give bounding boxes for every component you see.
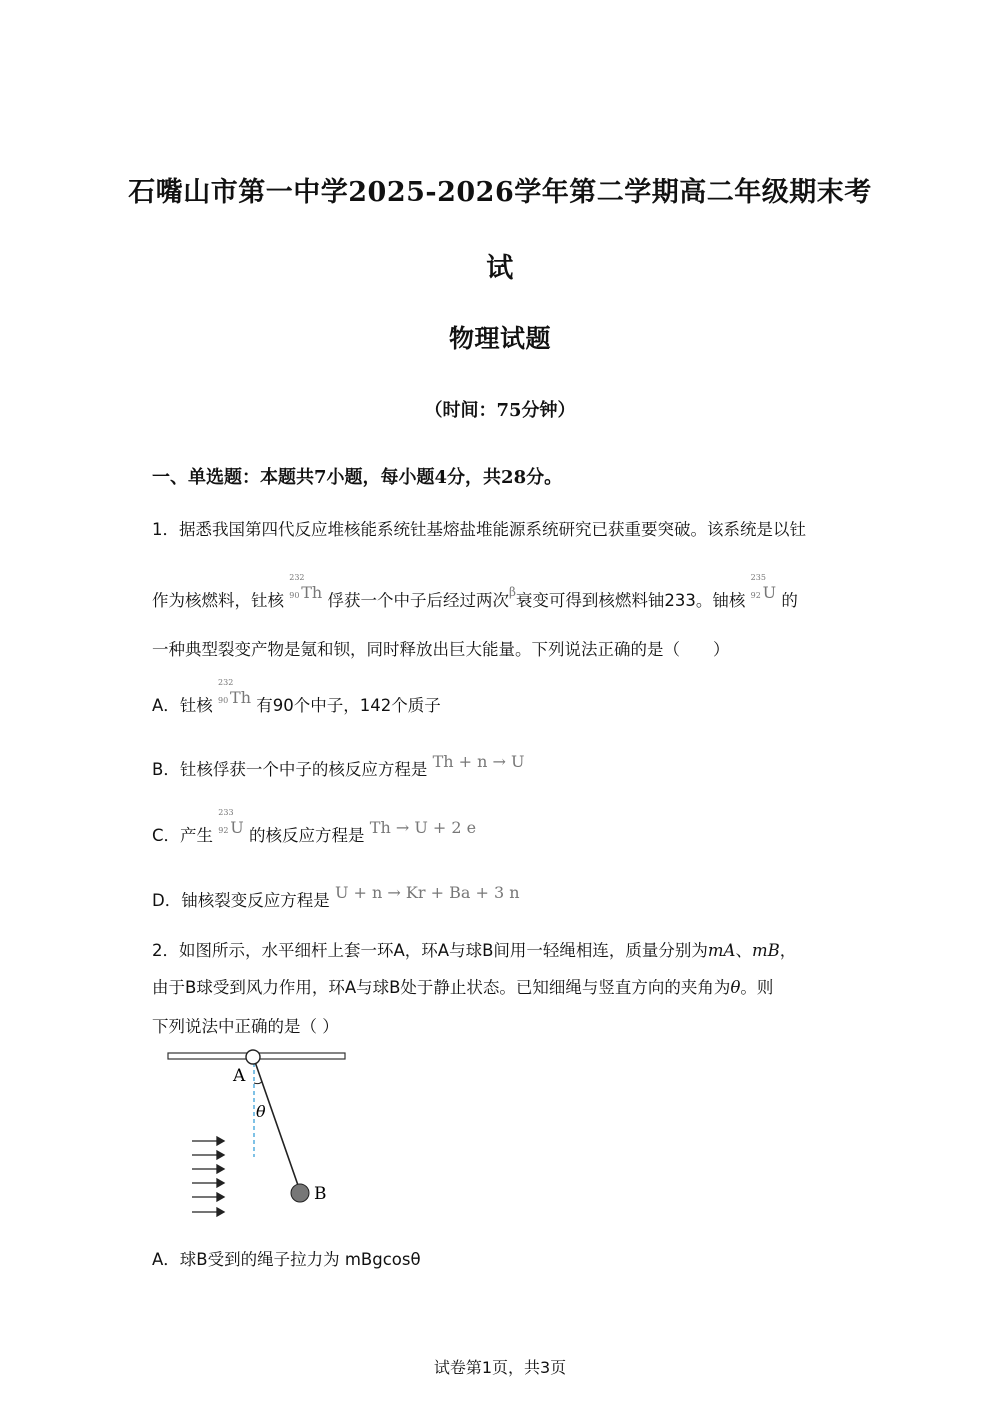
q2-line1: 2．如图所示，水平细杆上套一环A，环A与球B间用一轻绳相连，质量分别为mA、mB， bbox=[152, 941, 797, 960]
q1-line2-d: 的 bbox=[781, 591, 798, 610]
mass-a: mA bbox=[707, 941, 736, 960]
equation-b: Th + n → U bbox=[432, 752, 525, 771]
u233-nuclide: 233 92 U bbox=[218, 808, 244, 837]
u235-nuclide: 235 92 U bbox=[750, 573, 777, 602]
label-a: A bbox=[233, 1066, 246, 1086]
th232-nuclide: 232 90 Th bbox=[289, 573, 323, 602]
q1-line2-a: 作为核燃料，钍核 bbox=[152, 591, 284, 610]
ring-a bbox=[246, 1050, 260, 1064]
beta-symbol: β bbox=[508, 585, 516, 599]
exam-title-line1: 石嘴山市第一中学2025-2026学年第二学期高二年级期末考 bbox=[128, 177, 872, 208]
angle-arc bbox=[254, 1081, 262, 1084]
q1-line2 bbox=[152, 573, 798, 611]
q2-option-a: A．球B受到的绳子拉力为 mBgcosθ bbox=[152, 1250, 421, 1269]
theta-symbol: θ bbox=[730, 978, 741, 997]
rope bbox=[254, 1059, 300, 1191]
exam-time: （时间：75分钟） bbox=[424, 400, 576, 421]
page-footer: 试卷第1页，共3页 bbox=[433, 1358, 567, 1377]
section-heading: 一、单选题：本题共7小题，每小题4分，共28分。 bbox=[152, 467, 563, 488]
subject-title: 物理试题 bbox=[448, 324, 551, 353]
ball-b bbox=[291, 1184, 309, 1202]
th232-nuclide: 232 90 Th bbox=[218, 678, 252, 707]
q1-option-a: A．钍核 232 90 Th 有90个中子，142个质子 bbox=[152, 678, 441, 715]
q1-line2-b: 俘获一个中子后经过两次 bbox=[327, 591, 509, 610]
wind-arrows bbox=[192, 1137, 224, 1216]
q2-line2: 由于B球受到风力作用，环A与球B处于静止状态。已知细绳与竖直方向的夹角为θ。则 bbox=[152, 978, 774, 997]
pendulum-figure bbox=[160, 1045, 360, 1225]
q1-line3: 一种典型裂变产物是氪和钡，同时释放出巨大能量。下列说法正确的是（ ） bbox=[152, 640, 730, 659]
q1-line2-c: 衰变可得到核燃料铀233。铀核 bbox=[515, 591, 746, 610]
label-b: B bbox=[314, 1184, 327, 1204]
q2-line3: 下列说法中正确的是（ ） bbox=[152, 1017, 339, 1036]
mass-b: mB bbox=[751, 941, 780, 960]
label-theta: θ bbox=[256, 1102, 266, 1121]
q1-option-d: D．铀核裂变反应方程是 U + n → Kr + Ba + 3 n bbox=[152, 883, 520, 910]
equation-d: U + n → Kr + Ba + 3 n bbox=[334, 883, 520, 902]
equation-c: Th → U + 2 e bbox=[369, 818, 477, 837]
q1-option-c: C．产生 233 92 U 的核反应方程是 Th → U + 2 e bbox=[152, 808, 477, 845]
q1-line1: 1．据悉我国第四代反应堆核能系统钍基熔盐堆能源系统研究已获重要突破。该系统是以钍 bbox=[152, 520, 806, 539]
q1-option-b: B．钍核俘获一个中子的核反应方程是 Th + n → U bbox=[152, 752, 525, 779]
exam-title-line2: 试 bbox=[486, 253, 514, 284]
